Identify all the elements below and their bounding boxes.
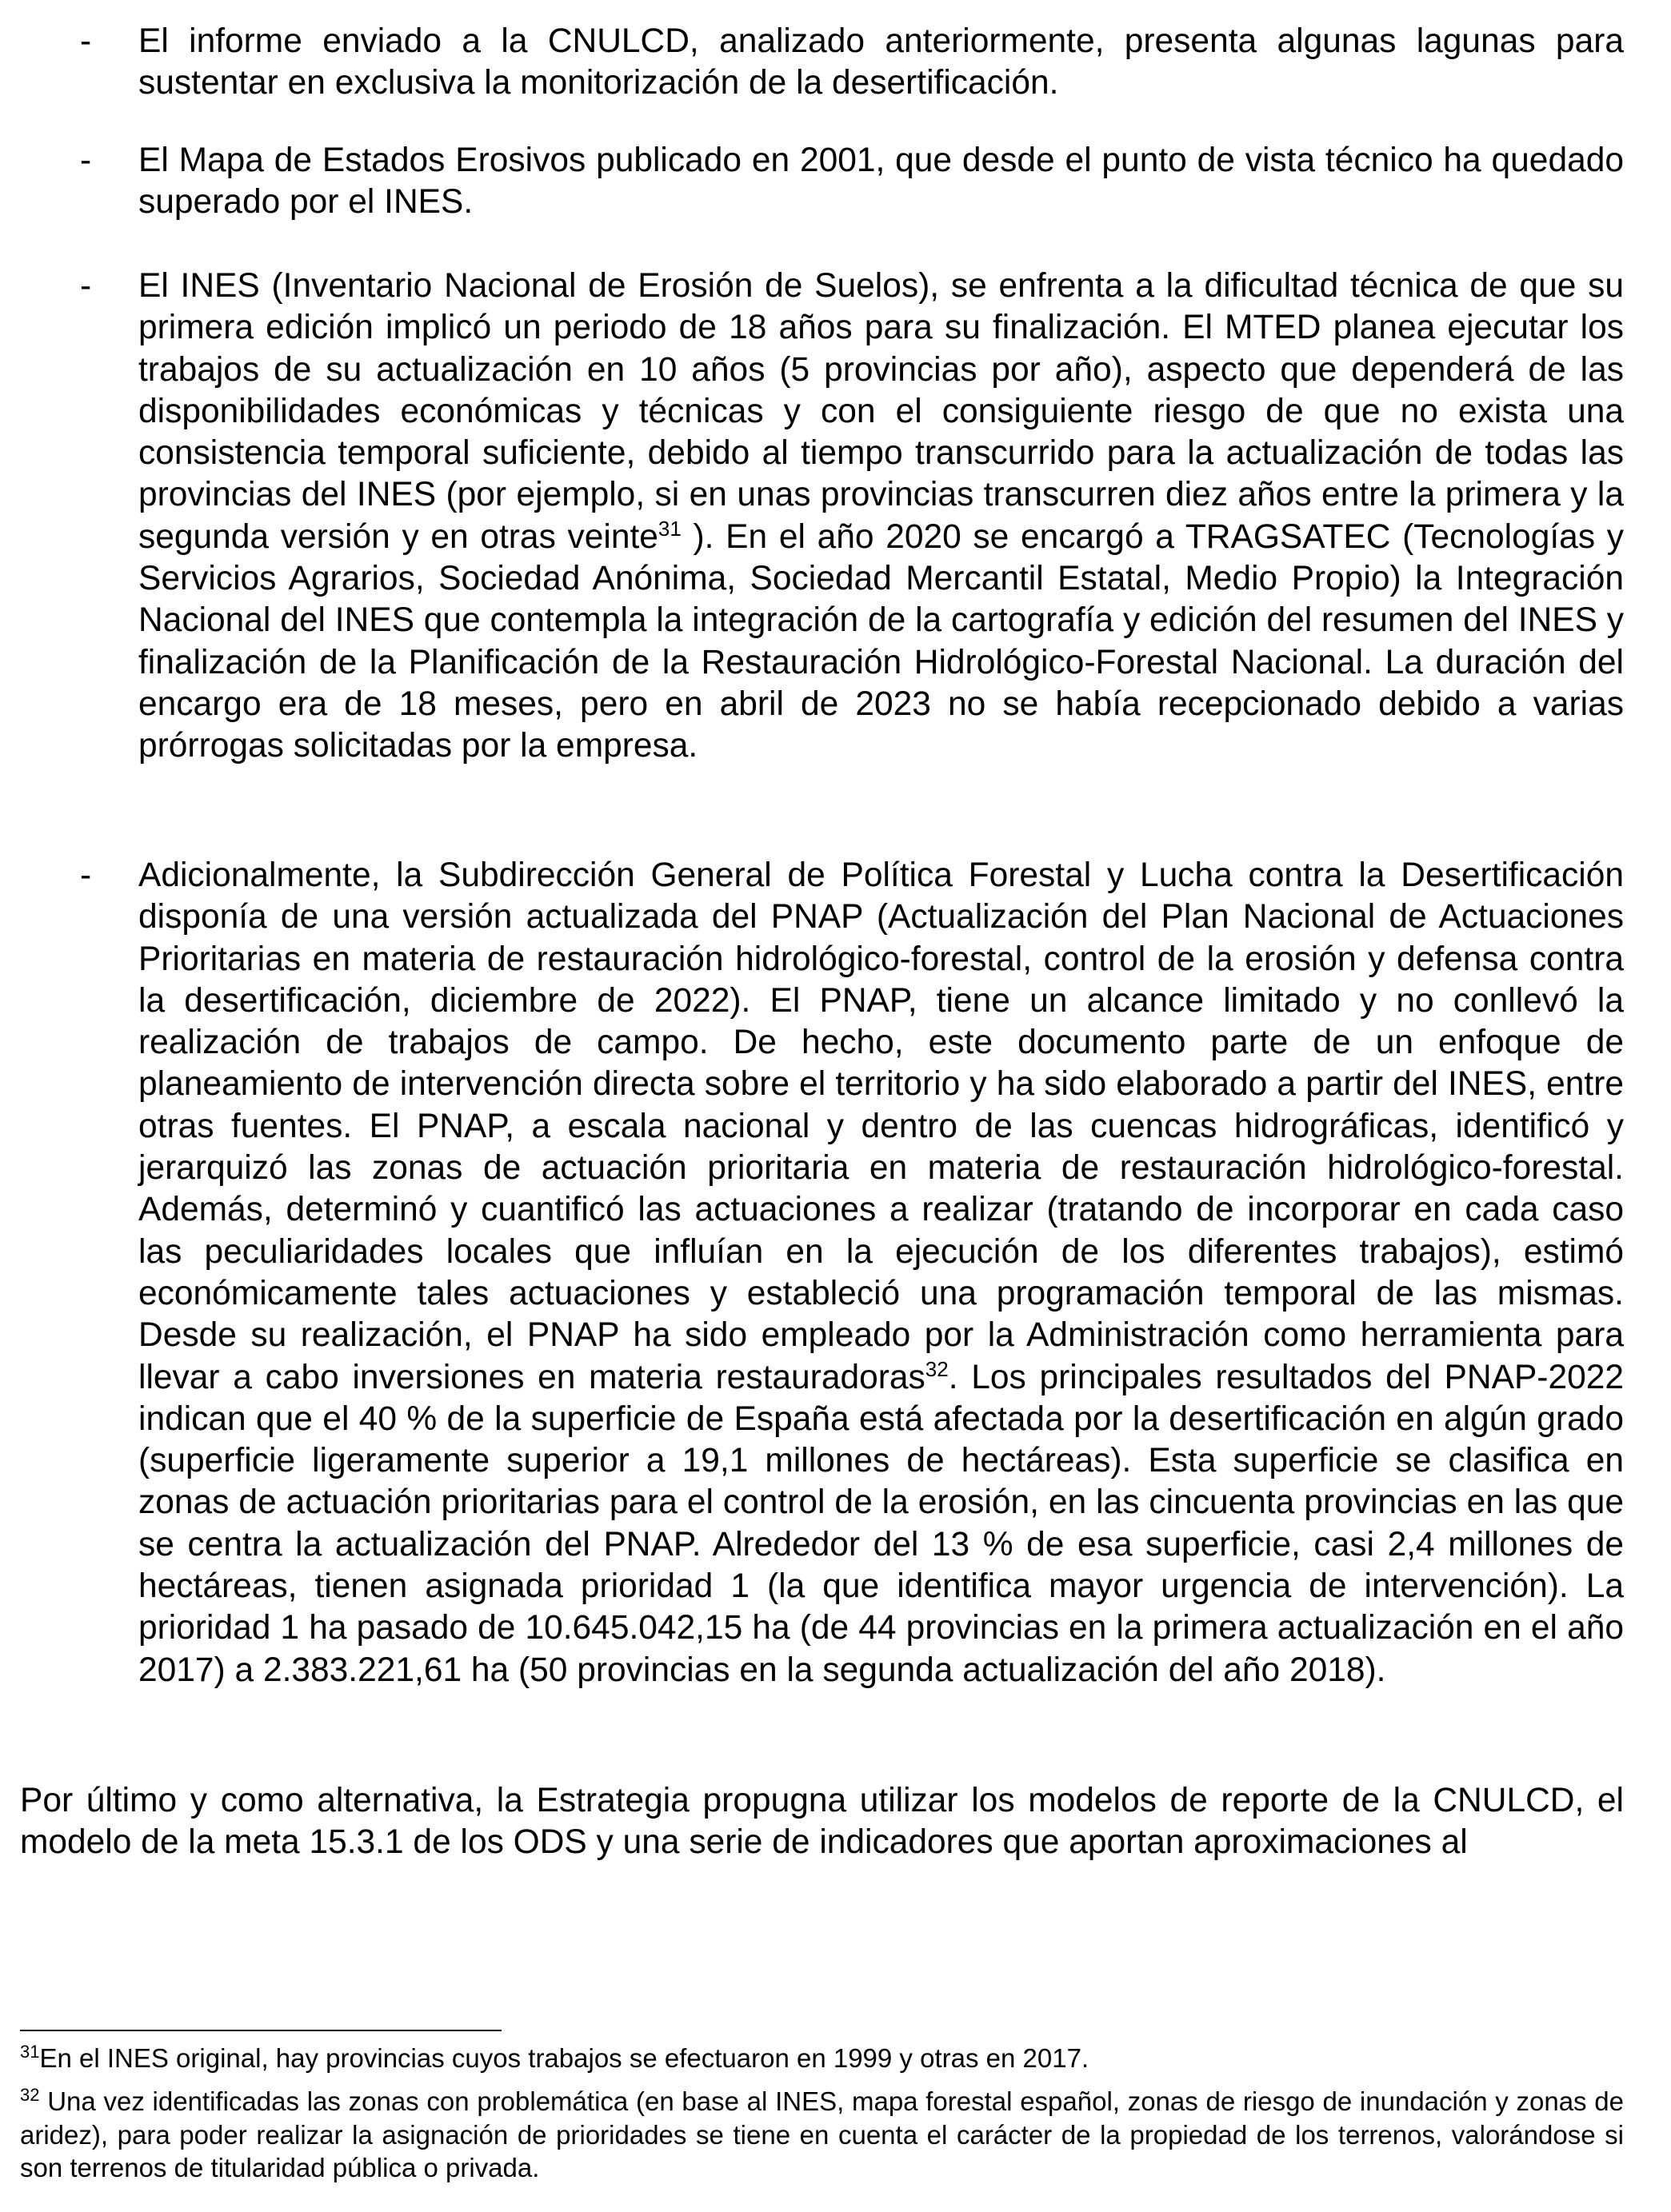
bullet-4-text-part-1: Adicionalmente, la Subdirección General de Política Forestal y Lucha contra la Desertificación disponía de una versión actualizada del PNAP (Actualización del Plan Nacional de Actuaciones Prioritarias en materia de restauración hidrológico-forestal, control de la erosión y defensa contra la desertificación, diciembre de 2022). El PNAP, tiene un alcance limitado y no conllevó la realización de trabajos de campo. De hecho, este documento parte de un enfoque de planeamiento de intervención directa sobre el territorio y ha sido elaborado a partir del INES, entre otras fuentes. El PNAP, a escala nacional y dentro de las cuencas hidrográficas, identificó y jerarquizó las zonas de actuación prioritaria en materia de restauración hidrológico-forestal. Además, determinó y cuantificó las actuaciones a realizar (tratando de incorporar en cada caso las peculiaridades locales que influían en la ejecución de los diferentes trabajos), estimó económicamente tales actuaciones y estableció una programación temporal de las mismas. Desde su realización, el PNAP ha sido empleado por la Administración como herramienta para llevar a cabo inversiones en materia restauradoras xyxy=(138,856,1624,1396)
bullet-3-text-part-2: ). En el año 2020 se encargó a TRAGSATEC (Tecnologías y Servicios Agrarios, Sociedad Anónima, Sociedad Mercantil Estatal, Medio Propio) la Integración Nacional del INES que contempla la integración de la cartografía y edición del resumen del INES y finalización de la Planificación de la Restauración Hidrológico-Forestal Nacional. La duración del encargo era de 18 meses, pero en abril de 2023 no se había recepcionado debido a varias prórrogas solicitadas por la empresa. xyxy=(138,517,1625,765)
footnote-separator xyxy=(20,2030,502,2031)
footnote-number: 31 xyxy=(20,2042,40,2062)
closing-paragraph: Por último y como alternativa, la Estrategia propugna utilizar los modelos de reporte de la CNULCD, el modelo de la meta 15.3.1 de los ODS y una serie de indicadores que aportan aproximaciones al xyxy=(20,1782,1624,1862)
footnote-31 xyxy=(20,2042,1624,2075)
footnote-number: 32 xyxy=(20,2085,40,2105)
bullet-item-4 xyxy=(138,855,1624,1691)
footnote-ref-32: 32 xyxy=(925,1356,949,1381)
bullet-item-1: El informe enviado a la CNULCD, analizado anteriormente, presenta algunas lagunas para sustentar en exclusiva la monitorización de la desertificación. xyxy=(138,22,1624,102)
bullet-item-3 xyxy=(138,266,1624,768)
bullet-marker: - xyxy=(80,267,92,305)
bullet-marker: - xyxy=(80,856,92,894)
bullet-marker: - xyxy=(80,22,92,60)
bullet-4-text-part-2: . Los principales resultados del PNAP-2022 indican que el 40 % de la superficie de España está afectada por la desertificación en algún grado (superficie ligeramente superior a 19,1 millones de hectáreas). Esta superficie se clasifica en zonas de actuación prioritarias para el control de la erosión, en las cincuenta provincias en las que se centra la actualización del PNAP. Alrededor del 13 % de esa superficie, casi 2,4 millones de hectáreas, tienen asignada prioridad 1 (la que identifica mayor urgencia de intervención). La prioridad 1 ha pasado de 10.645.042,15 ha (de 44 provincias en la primera actualización en el año 2017) a 2.383.221,61 ha (50 provincias en la segunda actualización del año 2018). xyxy=(138,1358,1624,1689)
footnote-32 xyxy=(20,2085,1624,2185)
footnote-text: En el INES original, hay provincias cuyos trabajos se efectuaron en 1999 y otras en 2017. xyxy=(39,2043,1089,2073)
bullet-marker: - xyxy=(80,142,92,179)
bullet-3-text-part-1: El INES (Inventario Nacional de Erosión de Suelos), se enfrenta a la dificultad técnica de que su primera edición implicó un periodo de 18 años para su finalización. El MTED planea ejecutar los trabajos de su actualización en 10 años (5 provincias por año), aspecto que dependerá de las disponibilidades económicas y técnicas y con el consiguiente riesgo de que no exista una consistencia temporal suficiente, debido al tiempo transcurrido para la actualización de todas las provincias del INES (por ejemplo, si en unas provincias transcurren diez años entre la primera y la segunda versión y en otras veinte xyxy=(138,267,1624,556)
footnote-ref-31: 31 xyxy=(658,516,682,541)
bullet-item-2: El Mapa de Estados Erosivos publicado en 2001, que desde el punto de vista técnico ha quedado superado por el INES. xyxy=(138,142,1624,222)
footnote-text: Una vez identificadas las zonas con problemática (en base al INES, mapa forestal español, zonas de riesgo de inundación y zonas de aridez), para poder realizar la asignación de prioridades se tiene en cuenta el carácter de la propiedad de los terrenos, valorándose si son terrenos de titularidad pública o privada. xyxy=(20,2086,1624,2182)
